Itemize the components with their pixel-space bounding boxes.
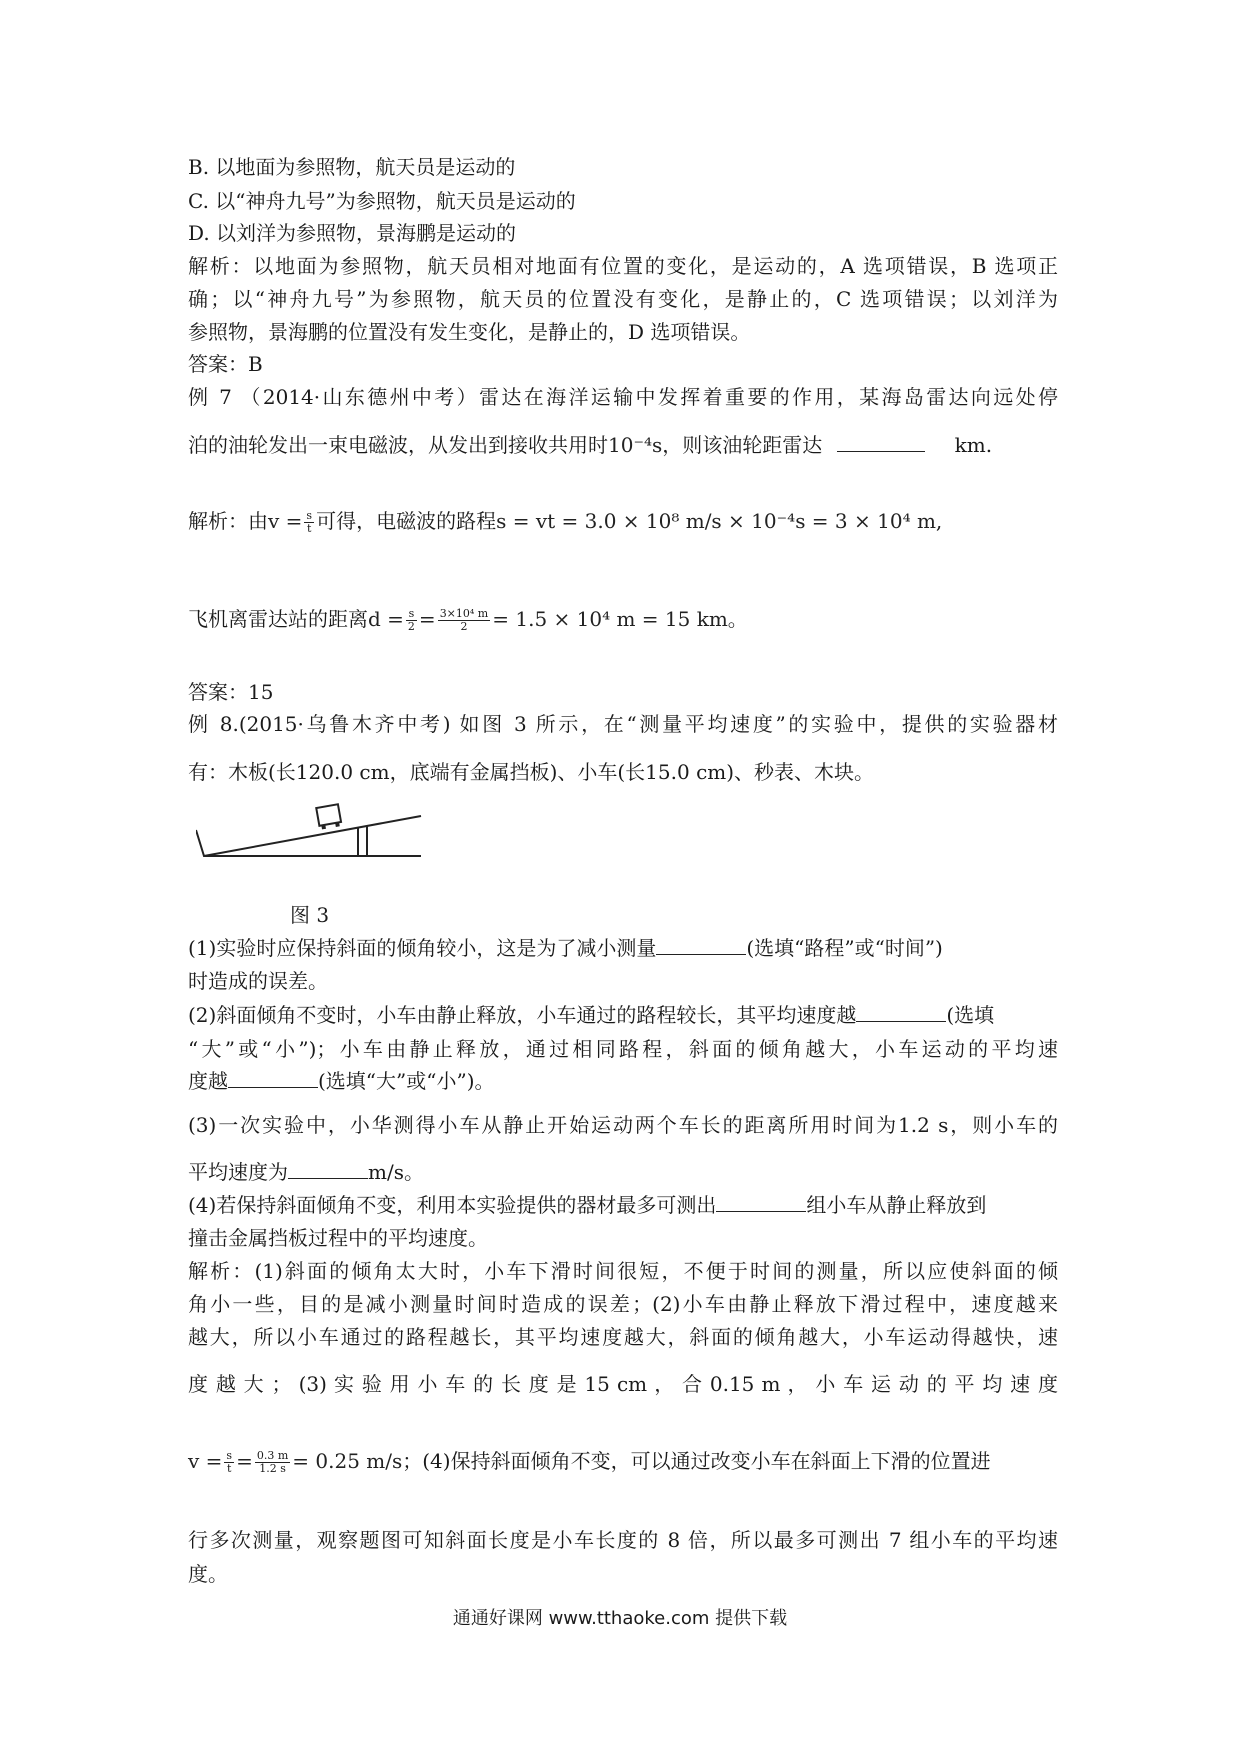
analysis-formula-line xyxy=(188,1446,991,1476)
question-2 xyxy=(188,1000,994,1030)
answer-blank xyxy=(856,1003,946,1022)
question-1-cont: 时造成的误差。 xyxy=(188,969,328,993)
answer-blank xyxy=(716,1193,806,1212)
math: s = vt = 3.0 × 10⁸ m/s × 10⁻⁴s = 3 × 10⁴ m, xyxy=(496,509,943,533)
analysis-line: 度 越 大 ； (3) 实 验 用 小 车 的 长 度 是 15 cm ， 合 0.15 m ， 小 车 运 动 的 平 均 速 度 xyxy=(188,1372,1058,1396)
question-3-cont xyxy=(188,1157,424,1187)
math: = 1.5 × 10⁴ m = 15 km xyxy=(492,607,728,631)
math: = xyxy=(418,607,436,631)
numerator: s xyxy=(226,1449,233,1462)
text: 泊的油轮发出一束电磁波，从发出到接收共用时 xyxy=(188,433,608,457)
math-time: 10⁻⁴s xyxy=(608,433,663,457)
numerator: 0.3 m xyxy=(256,1449,289,1462)
text: ，则该油轮距雷达 xyxy=(662,433,823,457)
analysis-line: 参照物，景海鹏的位置没有发生变化，是静止的，D 选项错误。 xyxy=(188,320,751,344)
answer-blank xyxy=(228,1069,318,1088)
numerator: s xyxy=(306,509,313,522)
analysis-line: 解析：(1)斜面的倾角太大时，小车下滑时间很短，不便于时间的测量，所以应使斜面的倾 xyxy=(188,1259,1058,1283)
denominator: t xyxy=(227,1462,232,1475)
math: = 0.25 m/s xyxy=(292,1449,403,1473)
cart xyxy=(316,804,341,829)
option-c: C. 以“神舟九号”为参照物，航天员是运动的 xyxy=(188,189,576,213)
text: 组小车从静止释放到 xyxy=(806,1193,987,1217)
answer-blank xyxy=(288,1160,368,1179)
figure-caption: 图 3 xyxy=(290,903,330,927)
denominator: 1.2 s xyxy=(259,1462,286,1475)
analysis-distance-line xyxy=(188,604,748,634)
fraction xyxy=(224,1450,234,1475)
fraction xyxy=(438,608,491,633)
question-2-cont xyxy=(188,1066,495,1096)
numerator: s xyxy=(406,608,417,621)
question-3: (3)一次实验中，小华测得小车从静止开始运动两个车长的距离所用时间为1.2 s，则小车的 xyxy=(188,1113,1058,1137)
unit: m/s。 xyxy=(368,1160,424,1184)
text: (选填“路程”或“时间”) xyxy=(746,936,943,960)
text: (1)实验时应保持斜面的倾角较小，这是为了减小测量 xyxy=(188,936,657,960)
math: v = xyxy=(268,509,303,533)
question-1 xyxy=(188,933,943,963)
cart-wheel xyxy=(321,825,326,830)
math: d = xyxy=(368,607,404,631)
text: 平均速度为 xyxy=(188,1160,288,1184)
answer-blank xyxy=(837,433,925,452)
question-4-cont: 撞击金属挡板过程中的平均速度。 xyxy=(188,1226,488,1250)
analysis-line: 度。 xyxy=(188,1562,228,1586)
text: 度越 xyxy=(188,1069,228,1093)
analysis-line: 解析：以地面为参照物，航天员相对地面有位置的变化，是运动的，A 选项错误，B 选项正 xyxy=(188,254,1058,278)
example-8-question: 例 8.(2015·乌鲁木齐中考) 如图 3 所示，在“测量平均速度”的实验中，提供的实验器材 xyxy=(188,712,1058,736)
denominator: 2 xyxy=(407,620,415,633)
text: 解析：由 xyxy=(188,509,268,533)
text: 飞机离雷达站的距离 xyxy=(188,607,368,631)
fraction xyxy=(406,608,417,633)
text: (选填 xyxy=(946,1003,995,1027)
analysis-line: 行多次测量，观察题图可知斜面长度是小车长度的 8 倍，所以最多可测出 7 组小车的平均速 xyxy=(188,1528,1058,1552)
answer-line: 答案：15 xyxy=(188,680,274,704)
text: (4)若保持斜面倾角不变，利用本实验提供的器材最多可测出 xyxy=(188,1193,717,1217)
text: (选填“大”或“小”)。 xyxy=(318,1069,495,1093)
footer-watermark: 通通好课网 www.tthaoke.com 提供下载 xyxy=(452,1608,788,1629)
unit: km. xyxy=(954,433,993,457)
cart-wheel xyxy=(335,822,340,827)
text: 。 xyxy=(727,607,748,631)
option-d: D. 以刘洋为参照物，景海鹏是运动的 xyxy=(188,221,517,245)
incline-board xyxy=(204,816,421,856)
answer-line: 答案：B xyxy=(188,352,263,376)
analysis-line: 确；以“神舟九号”为参照物，航天员的位置没有变化，是静止的，C 选项错误；以刘洋为 xyxy=(188,287,1058,311)
example-7-question: 例 7 （2014·山东德州中考）雷达在海洋运输中发挥着重要的作用，某海岛雷达向远处停 xyxy=(188,385,1058,409)
cart-body xyxy=(316,804,341,826)
analysis-line: 越大，所以小车通过的路程越长，其平均速度越大，斜面的倾角越大，小车运动得越快，速 xyxy=(188,1325,1058,1349)
question-2-cont: “大”或“小”)；小车由静止释放，通过相同路程，斜面的倾角越大，小车运动的平均速 xyxy=(188,1037,1058,1061)
text: 可得，电磁波的路程 xyxy=(316,509,497,533)
fraction xyxy=(255,1450,290,1475)
example-8-question-cont: 有：木板(长120.0 cm，底端有金属挡板)、小车(长15.0 cm)、秒表、木块。 xyxy=(188,760,875,784)
text: ；(4)保持斜面倾角不变，可以通过改变小车在斜面上下滑的位置进 xyxy=(402,1449,991,1473)
math: v = xyxy=(188,1449,223,1473)
option-b: B. 以地面为参照物，航天员是运动的 xyxy=(188,155,516,179)
numerator: 3×10⁴ m xyxy=(439,607,489,620)
incline-figure xyxy=(196,800,436,910)
analysis-line: 角小一些，目的是减小测量时间时造成的误差；(2)小车由静止释放下滑过程中，速度越来 xyxy=(188,1292,1058,1316)
question-4 xyxy=(188,1190,986,1220)
fraction xyxy=(304,510,314,535)
denominator: 2 xyxy=(460,620,468,633)
analysis-formula-line xyxy=(188,506,942,536)
answer-blank xyxy=(656,936,746,955)
example-7-question-cont xyxy=(188,430,992,460)
text: (2)斜面倾角不变时，小车由静止释放，小车通过的路程较长，其平均速度越 xyxy=(188,1003,857,1027)
denominator: t xyxy=(307,522,312,535)
math: = xyxy=(236,1449,253,1473)
